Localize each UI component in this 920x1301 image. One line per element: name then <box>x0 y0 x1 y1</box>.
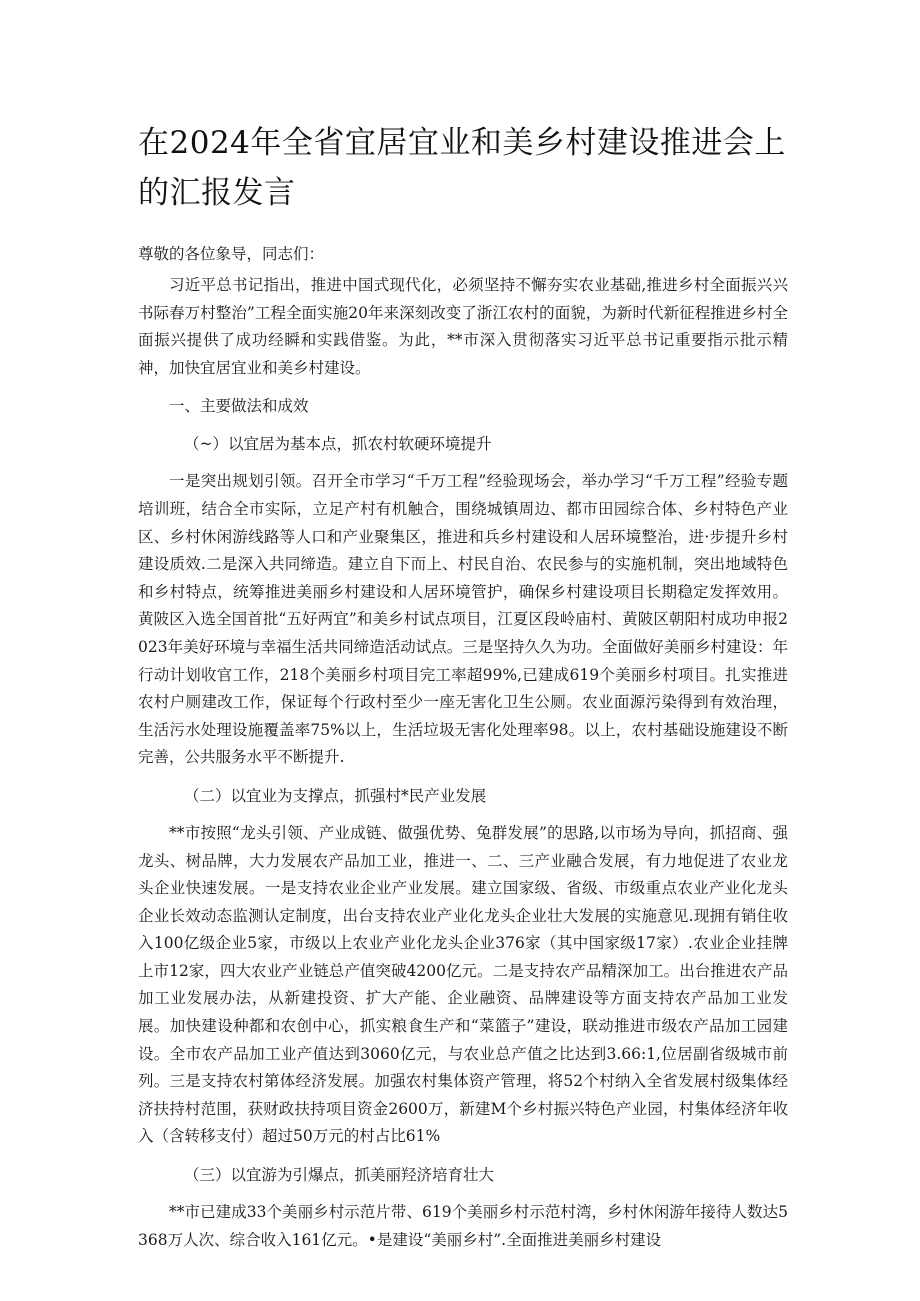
document-title: 在2024年全省宜居宜业和美乡村建设推进会上的汇报发言 <box>138 125 786 211</box>
subsection-heading-2: （二）以宜业为支撑点，抓强村*民产业发展 <box>184 786 487 805</box>
intro-paragraph: 习近平总书记指出，推进中国式现代化，必须坚持不懈夯实农业基础,推进乡村全面振兴兴书际春万村整治”工程全面实施20年来深刻改变了浙江农村的面貌，为新时代新征程推进乡村全面振兴提供了成功经瞬和实践借鉴。为此，**市深入贯彻落实习近平总书记重要指示批示精神，加快宜居宜业和美乡村建设。 <box>138 276 788 377</box>
subsection-body-2: **市按照“龙头引领、产业成链、做强优势、兔群发展”的思路,以市场为导向，抓招商、强龙头、树品牌，大力发展农产品加工业，推进一、二、三产业融合发展，有力地促进了农业龙头企业快速发展。一是支持农业企业产业发展。建立国家级、省级、市级重点农业产业化龙头企业长效动态监测认定制度，出台支持农业产业化龙头企业壮大发展的实施意见.现拥有销住收入100亿级企业5家，市级以上农业产业化龙头企业376家（其中国家级17家）.农业企业挂牌上市12家，四大农业产业链总产值突破4200亿元。二是支持农产品精深加工。出台推进农产品加工业发展办法，从新建投资、扩大产能、企业融资、品牌建设等方面支持农产品加工业发展。加快建设种都和农创中心，抓实粮食生产和“菜篮子”建设，联动推进市级农产品加工园建设。全市农产品加工业产值达到3060亿元，与农业总产值之比达到3.66:1,位居副省级城市前列。三是支持农村第体经济发展。加强农村集体资产管理，将52个村纳入全省发展村级集体经济扶持村范围，获财政扶持项目资金2600万，新建M个乡村振兴特色产业园，村集体经济年收入（含转移支付）超过50万元的村占比61% <box>138 823 788 1146</box>
subsection-heading-3: （三）以宜游为引爆点，抓美丽羟济培育壮大 <box>184 1166 495 1185</box>
section-heading-1: 一、主要做法和成效 <box>169 397 309 416</box>
salutation: 尊敬的各位象导，同志们： <box>138 245 325 263</box>
subsection-body-1: 一是突出规划引领。召开全市学习“千万工程”经验现场会，举办学习“千万工程”经验专题培训班，结合全市实际，立足产村有机触合，围绕城镇周边、都市田园综合体、乡村特色产业区、乡村休闲游线路等人口和产业聚集区，推进和兵乡村建设和人居环境整治，进·步提升乡村建设质效.二是深入共同缔造。建立自下而上、村民自治、农民参与的实施机制，突出地域特色和乡村特点，统筹推进美丽乡村建设和人居环境管护，确保乡村建设项目长期稳定发挥效用。黄陂区入选全国首批“五好两宜”和美乡村试点项目，江夏区段岭庙村、黄陂区朝阳村成功申报2023年美好环境与幸福生活共同缔造活动试点。三是坚持久久为功。全面做好美丽乡村建设：年行动计划收官工作，218个美丽乡村项目完工率超99%,已建成619个美丽乡村项目。扎实推进农村户厕建改工作，保证每个行政村至少一座无害化卫生公厕。农业面源污染得到有效治理，生活污水处理设施覆盖率75%以上，生活垃圾无害化处理率98。以上，农村基础设施建设不断完善，公共服务水平不断提升. <box>138 472 788 767</box>
subsection-heading-1: （~）以宜居为基本点，抓农村软硬环境提升 <box>184 435 492 454</box>
subsection-body-3: **市已建成33个美丽乡村示范片带、619个美丽乡村示范村湾，乡村休闲游年接待人数达5368万人次、综合收入161亿元。•是建设“美丽乡村”.全面推进美丽乡村建设 <box>138 1203 788 1249</box>
document-page <box>138 118 788 1264</box>
